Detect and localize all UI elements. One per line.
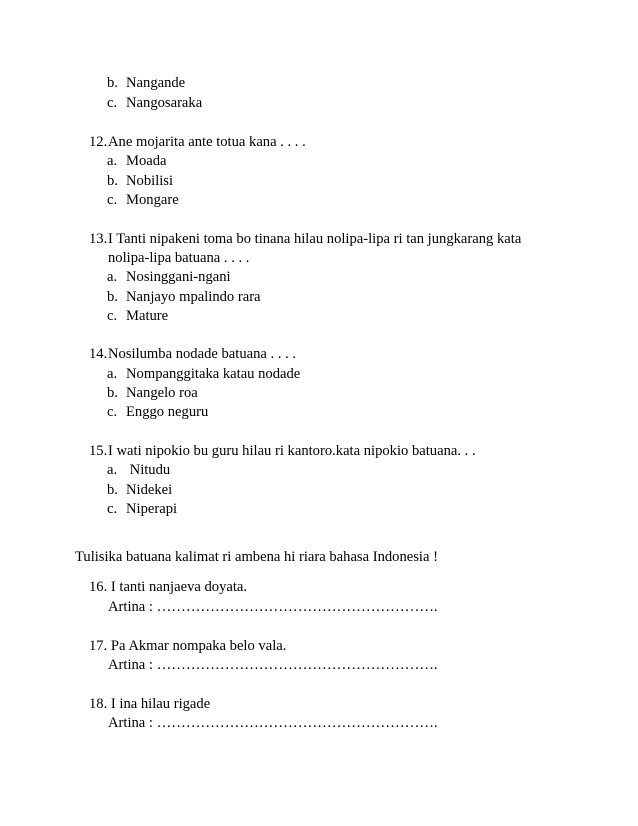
q12-option-b [107, 172, 173, 190]
option-text: Nangosaraka [126, 95, 203, 111]
q12-option-a [107, 152, 167, 170]
question-12 [89, 133, 306, 151]
option-letter: a. [107, 462, 118, 478]
question-text: I Tanti nipakeni toma bo tinana hilau nolipa-lipa ri tan jungkarang kata [108, 231, 522, 247]
option-text: Nidekei [126, 482, 173, 498]
answer-line-17: Artina : …………………………………………………. [108, 657, 438, 673]
question-15 [89, 442, 476, 460]
option-letter: a. [107, 153, 118, 169]
section-instruction: Tulisika batuana kalimat ri ambena hi riara bahasa Indonesia ! [75, 549, 438, 565]
question-13-continuation [108, 249, 249, 267]
option-text: Niperapi [126, 501, 178, 517]
q12-option-c [107, 191, 179, 209]
answer-line-16: Artina : …………………………………………………. [108, 599, 438, 615]
question-number: 15. [89, 443, 108, 459]
q13-option-c [107, 307, 168, 325]
question-text: Nosilumba nodade batuana . . . . [108, 346, 297, 362]
option-text: Mongare [126, 192, 179, 208]
option-letter: a. [107, 366, 118, 382]
question-text: Ane mojarita ante totua kana . . . . [108, 134, 306, 150]
option-text: Nangande [126, 75, 186, 91]
q14-option-c [107, 403, 208, 421]
option-text: Nompanggitaka katau nodade [126, 366, 301, 382]
option-text: Mature [126, 308, 169, 324]
question-14 [89, 345, 296, 363]
q15-option-b [107, 481, 172, 499]
option-letter: a. [107, 269, 118, 285]
option-text: Nangelo roa [126, 385, 198, 401]
q14-option-b [107, 384, 198, 402]
option-text: Nosinggani-ngani [126, 269, 231, 285]
q11-option-b [107, 74, 185, 92]
option-text: Nitudu [126, 462, 171, 478]
q13-option-a [107, 268, 231, 286]
translation-sentence-16: 16. I tanti nanjaeva doyata. [89, 579, 248, 595]
question-number: 14. [89, 346, 108, 362]
option-letter: c. [107, 192, 118, 208]
option-text: Nanjayo mpalindo rara [126, 289, 261, 305]
question-text: nolipa-lipa batuana . . . . [108, 250, 250, 266]
translation-sentence-17: 17. Pa Akmar nompaka belo vala. [89, 638, 287, 654]
question-number: 13. [89, 231, 108, 247]
question-text: I wati nipokio bu guru hilau ri kantoro.kata nipokio batuana. . . [108, 443, 476, 459]
option-letter: c. [107, 308, 118, 324]
option-letter: b. [107, 482, 118, 498]
q13-option-b [107, 288, 261, 306]
option-letter: c. [107, 95, 118, 111]
option-letter: c. [107, 501, 118, 517]
question-13 [89, 230, 521, 248]
q11-option-c [107, 94, 202, 112]
option-letter: b. [107, 385, 118, 401]
option-text: Enggo neguru [126, 404, 209, 420]
option-letter: b. [107, 75, 118, 91]
q14-option-a [107, 365, 300, 383]
option-text: Moada [126, 153, 167, 169]
answer-line-18: Artina : …………………………………………………. [108, 715, 438, 731]
option-letter: c. [107, 404, 118, 420]
translation-sentence-18: 18. I ina hilau rigade [89, 696, 211, 712]
option-letter: b. [107, 173, 118, 189]
option-letter: b. [107, 289, 118, 305]
q15-option-c [107, 500, 177, 518]
option-text: Nobilisi [126, 173, 174, 189]
q15-option-a [107, 461, 170, 479]
question-number: 12. [89, 134, 108, 150]
